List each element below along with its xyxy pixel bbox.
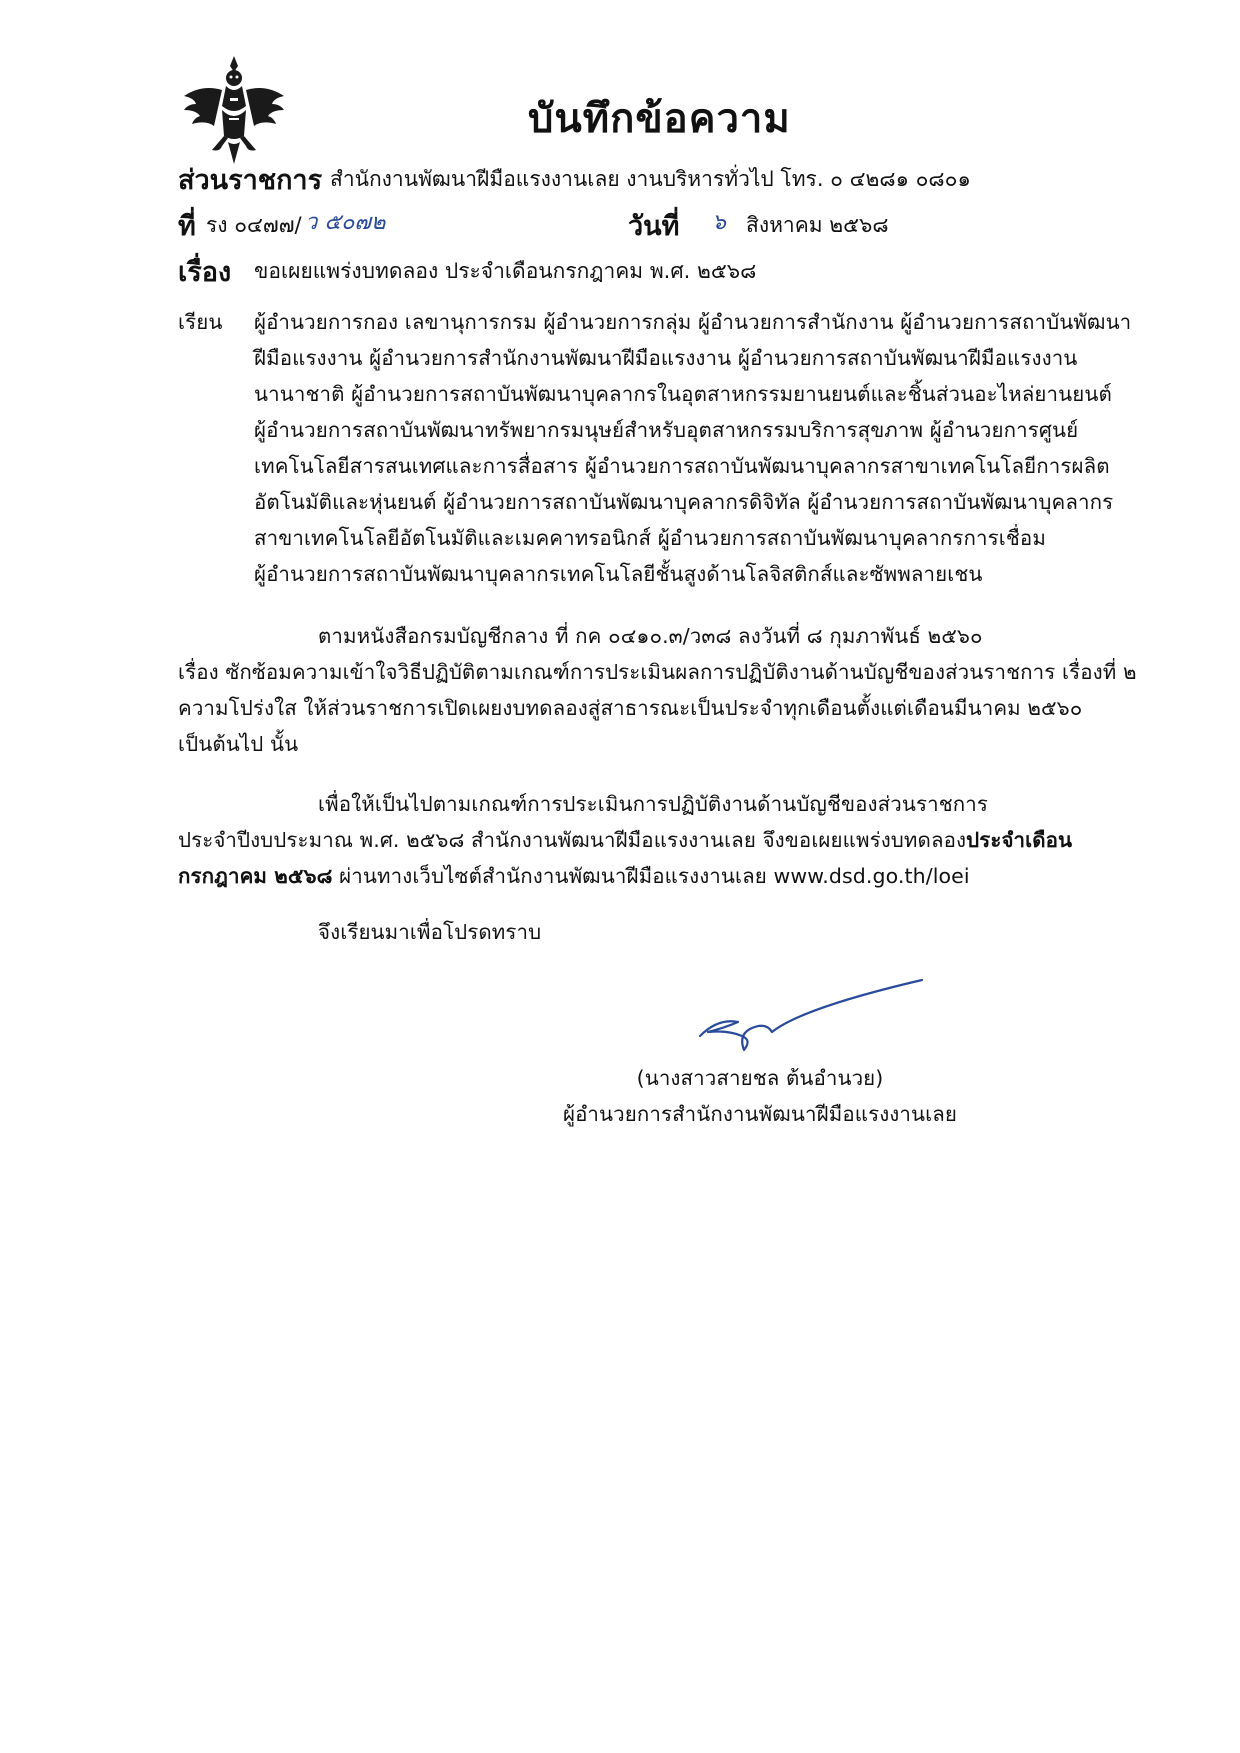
paragraph-2-text: ผ่านทางเว็บไซต์สำนักงานพัฒนาฝีมือแรงงานเลย www.dsd.go.th/loei — [332, 864, 970, 888]
agency-label: ส่วนราชการ — [178, 165, 323, 196]
paragraph-2-line — [178, 860, 970, 893]
to-line: ผู้อำนวยการสถาบันพัฒนาทรัพยากรมนุษย์สำหรับอุตสาหกรรมบริการสุขภาพ ผู้อำนวยการศูนย์ — [254, 418, 1079, 442]
signer-name: (นางสาวสายชล ต้นอำนวย) — [636, 1066, 884, 1090]
signer-position: ผู้อำนวยการสำนักงานพัฒนาฝีมือแรงงานเลย — [562, 1102, 958, 1126]
paragraph-1-line: เรื่อง ซักซ้อมความเข้าใจวิธีปฏิบัติตามเกณฑ์การประเมินผลการปฏิบัติงานด้านบัญชีของส่วนราชการ เรื่องที่ ๒ — [178, 660, 1137, 684]
ref-handwritten: ว ๕๐๗๒ — [305, 210, 386, 235]
to-line: ฝีมือแรงงาน ผู้อำนวยการสำนักงานพัฒนาฝีมือแรงงาน ผู้อำนวยการสถาบันพัฒนาฝีมือแรงงาน — [254, 346, 1078, 370]
paragraph-2-line: เพื่อให้เป็นไปตามเกณฑ์การประเมินการปฏิบัติงานด้านบัญชีของส่วนราชการ — [318, 792, 988, 816]
paragraph-2-line — [178, 824, 1072, 857]
to-label: เรียน — [178, 310, 223, 334]
to-line: นานาชาติ ผู้อำนวยการสถาบันพัฒนาบุคลากรในอุตสาหกรรมยานยนต์และชิ้นส่วนอะไหล่ยานยนต์ — [254, 382, 1112, 406]
garuda-emblem-icon — [178, 52, 290, 170]
signature-icon — [690, 978, 930, 1058]
to-line: ผู้อำนวยการสถาบันพัฒนาบุคลากรเทคโนโลยีชั้นสูงด้านโลจิสติกส์และซัพพลายเชน — [254, 562, 983, 586]
to-line: สาขาเทคโนโลยีอัตโนมัติและเมคคาทรอนิกส์ ผู้อำนวยการสถาบันพัฒนาบุคลากรการเชื่อม — [254, 526, 1046, 550]
agency-value: สำนักงานพัฒนาฝีมือแรงงานเลย งานบริหารทั่วไป โทร. ๐ ๔๒๘๑ ๐๘๐๑ — [330, 167, 971, 191]
to-line: ผู้อำนวยการกอง เลขานุการกรม ผู้อำนวยการกลุ่ม ผู้อำนวยการสำนักงาน ผู้อำนวยการสถาบันพัฒนา — [254, 310, 1132, 334]
ref-label: ที่ — [178, 211, 196, 242]
paragraph-2-bold: ประจำเดือน — [966, 828, 1073, 852]
date-day-handwritten: ๖ — [712, 210, 726, 235]
paragraph-1-line: ความโปร่งใส ให้ส่วนราชการเปิดเผยงบทดลองสู่สาธารณะเป็นประจำทุกเดือนตั้งแต่เดือนมีนาคม ๒๕๖๐ — [178, 696, 1083, 720]
subject-label: เรื่อง — [178, 257, 232, 288]
paragraph-2-text: ประจำปีงบประมาณ พ.ศ. ๒๕๖๘ สำนักงานพัฒนาฝีมือแรงงานเลย จึงขอเผยแพร่งบทดลอง — [178, 828, 967, 852]
to-line: เทคโนโลยีสารสนเทศและการสื่อสาร ผู้อำนวยการสถาบันพัฒนาบุคลากรสาขาเทคโนโลยีการผลิต — [254, 454, 1110, 478]
paragraph-1-line: ตามหนังสือกรมบัญชีกลาง ที่ กค ๐๔๑๐.๓/ว๓๘ ลงวันที่ ๘ กุมภาพันธ์ ๒๕๖๐ — [318, 624, 983, 648]
subject-value: ขอเผยแพร่งบทดลอง ประจำเดือนกรกฎาคม พ.ศ. ๒๕๖๘ — [254, 259, 757, 283]
to-line: อัตโนมัติและหุ่นยนต์ ผู้อำนวยการสถาบันพัฒนาบุคลากรดิจิทัล ผู้อำนวยการสถาบันพัฒนาบุคลากร — [254, 490, 1114, 514]
page-title: บันทึกข้อความ — [528, 96, 791, 142]
date-value: สิงหาคม ๒๕๖๘ — [746, 213, 889, 237]
date-label: วันที่ — [628, 211, 680, 242]
ref-value: รง ๐๔๗๗/ — [206, 213, 302, 237]
closing-text: จึงเรียนมาเพื่อโปรดทราบ — [318, 920, 542, 944]
paragraph-1-line: เป็นต้นไป นั้น — [178, 732, 299, 756]
paragraph-2-bold: กรกฎาคม ๒๕๖๘ — [178, 864, 333, 888]
